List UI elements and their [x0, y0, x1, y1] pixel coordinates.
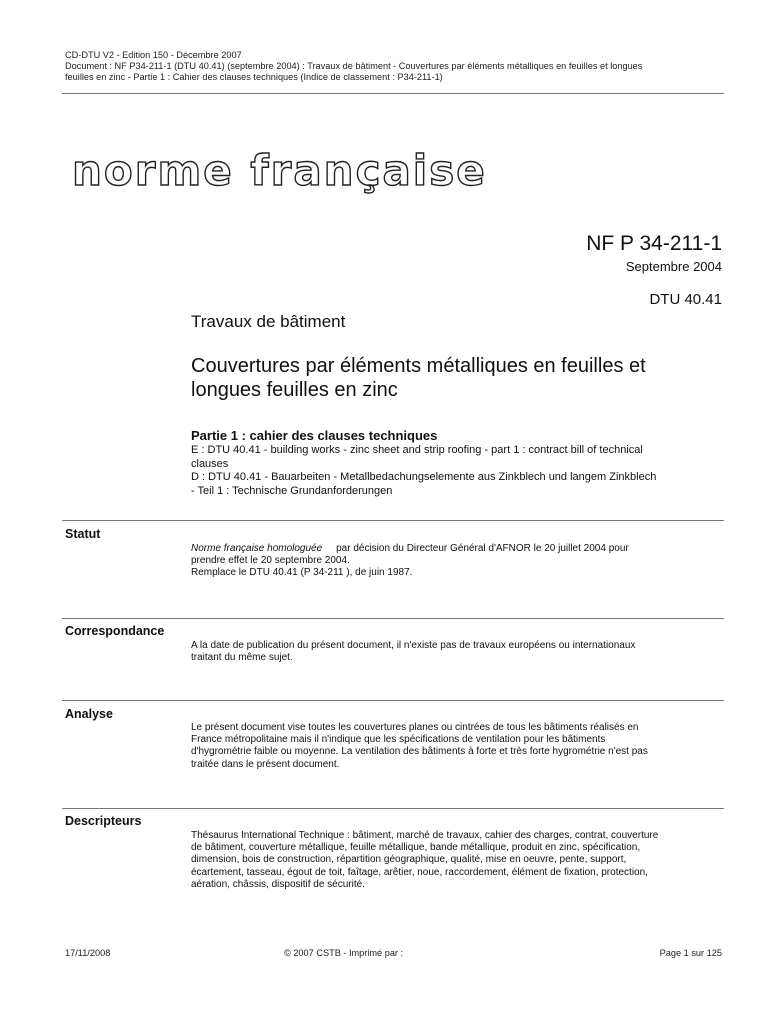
analyse-divider [62, 700, 724, 701]
correspondance-divider [62, 618, 724, 619]
norm-date: Septembre 2004 [625, 259, 722, 274]
dtu-number: DTU 40.41 [649, 291, 722, 308]
domain-title: Travaux de bâtiment [191, 312, 346, 331]
english-title-line-1: E : DTU 40.41 - building works - zinc sheet and strip roofing - part 1 : contract bill of technical [191, 444, 643, 456]
statut-line-2: prendre effet le 20 septembre 2004. [191, 555, 350, 567]
statut-line-1 [191, 543, 721, 555]
statut-divider [62, 520, 724, 521]
document-header [65, 50, 725, 83]
descripteurs-body [191, 830, 721, 891]
correspondance-line-2: traitant du même sujet. [191, 652, 293, 664]
header-line-2: Document : NF P34-211-1 (DTU 40.41) (septembre 2004) : Travaux de bâtiment - Couvertures par éléments métalliques en feuilles et longues [65, 61, 643, 71]
analyse-line-2: France métropolitaine mais il n'indique que les spécifications de ventilation pour les bâtiments [191, 734, 606, 746]
descripteurs-line-4: écartement, tasseau, égout de toit, faîtage, arêtier, noue, raccordement, élément de fixation, protection, [191, 866, 648, 878]
statut-italic: Norme française homologuée [191, 543, 323, 554]
footer-page-number: Page 1 sur 125 [659, 948, 722, 958]
part-title: Partie 1 : cahier des clauses techniques [191, 428, 438, 443]
statut-line-3: Remplace le DTU 40.41 (P 34-211 ), de juin 1987. [191, 567, 413, 579]
analyse-body [191, 722, 721, 771]
analyse-line-4: traitée dans le présent document. [191, 758, 340, 770]
descripteurs-line-1: Thésaurus International Technique : bâtiment, marché de travaux, cahier des charges, contrat, couverture [191, 830, 659, 841]
german-title-line-1: D : DTU 40.41 - Bauarbeiten - Metallbedachungselemente aus Zinkblech und langem Zinkblech [191, 471, 657, 483]
header-divider [62, 93, 724, 94]
main-title-line-1: Couvertures par éléments métalliques en feuilles et [191, 355, 646, 377]
english-title-line-2: clauses [191, 457, 229, 470]
descripteurs-divider [62, 808, 724, 809]
descripteurs-label: Descripteurs [65, 814, 142, 828]
descripteurs-line-5: aération, châssis, dispositif de sécurité. [191, 878, 365, 890]
correspondance-body [191, 640, 721, 664]
footer-date: 17/11/2008 [65, 948, 111, 958]
analyse-label: Analyse [65, 707, 113, 721]
correspondance-label: Correspondance [65, 624, 165, 638]
correspondance-line-1: A la date de publication du présent document, il n'existe pas de travaux européens ou internationaux [191, 640, 636, 651]
descripteurs-line-2: de bâtiment, couverture métallique, feuille métallique, bande métallique, produit en zinc, spécification, [191, 842, 641, 854]
statut-body [191, 543, 721, 580]
main-title-line-2: longues feuilles en zinc [191, 379, 398, 401]
statut-label: Statut [65, 527, 101, 541]
footer-copyright: © 2007 CSTB - Imprimé par : [284, 948, 404, 958]
main-title [191, 354, 731, 402]
analyse-line-3: d'hygrométrie faible ou moyenne. La ventilation des bâtiments à forte et très forte hygrométrie n'est pas [191, 746, 648, 758]
header-line-3: feuilles en zinc - Partie 1 : Cahier des clauses techniques (Indice de classement : P34-211-1) [65, 72, 443, 82]
norme-francaise-heading: norme française [72, 146, 487, 195]
analyse-line-1: Le présent document vise toutes les couvertures planes ou cintrées de tous les bâtiments réalisés en [191, 722, 639, 733]
statut-line-1-rest: par décision du Directeur Général d'AFNOR le 20 juillet 2004 pour [336, 543, 629, 554]
header-line-1: CD-DTU V2 - Edition 150 - Décembre 2007 [65, 50, 242, 60]
descripteurs-line-3: dimension, bois de construction, répartition géographique, qualité, mise en oeuvre, pente, support, [191, 854, 627, 866]
german-title-line-2: - Teil 1 : Technische Grundanforderungen [191, 484, 393, 497]
norm-reference: NF P 34-211-1 [586, 232, 722, 255]
title-translations [191, 444, 731, 498]
